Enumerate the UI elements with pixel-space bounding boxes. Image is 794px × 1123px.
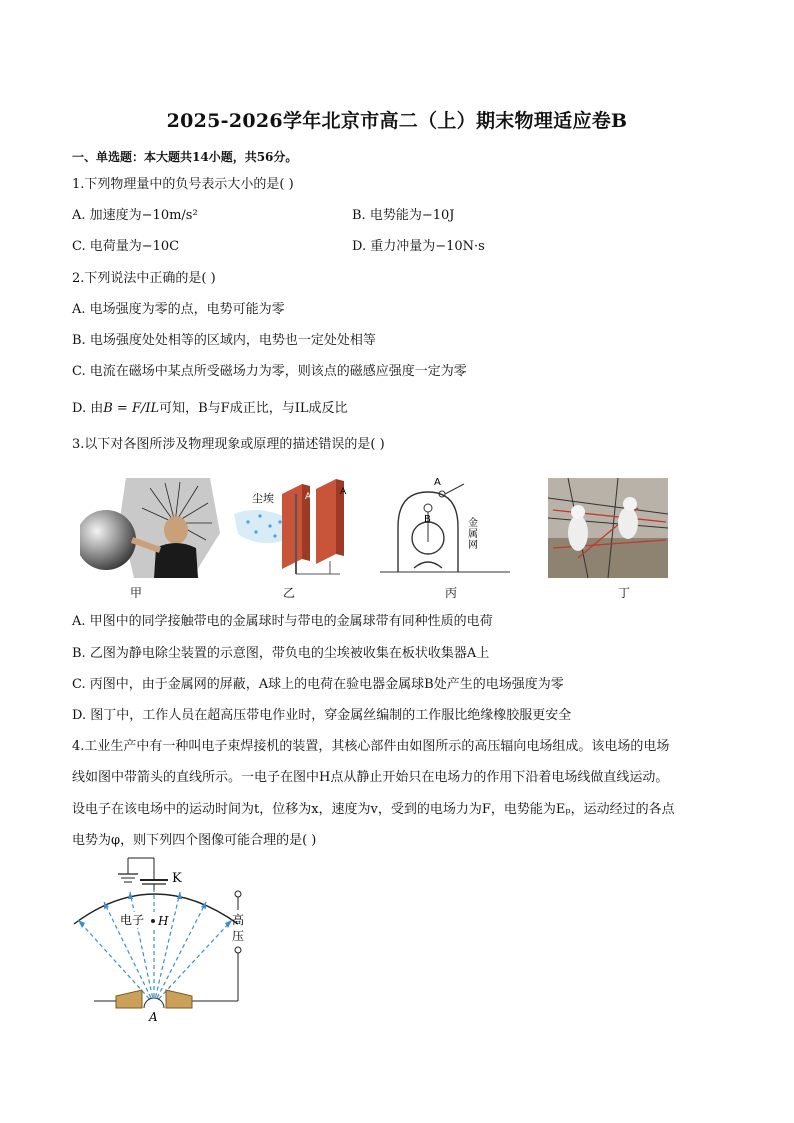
label-high2: 压 — [232, 929, 245, 943]
page-title: 2025-2026学年北京市高二（上）期末物理适应卷B — [166, 110, 628, 132]
q3-stem: 3.以下对各图所涉及物理现象或原理的描述错误的是( ) — [72, 437, 385, 452]
q3-option-d[interactable]: D. 图丁中，工作人员在超高压带电作业时，穿金属丝编制的工作服比绝缘橡胶服更安全 — [72, 708, 572, 723]
figure-ding-photo — [548, 478, 668, 578]
q4-radial-field-diagram — [70, 856, 260, 1024]
q4-stem-line3: 设电子在该电场中的运动时间为t，位移为x，速度为v，受到的电场力为F，电势能为Eₚ，运动经过的各点 — [72, 802, 675, 817]
q1-option-d[interactable]: D. 重力冲量为−10N·s — [352, 239, 485, 254]
q3-figure-row — [78, 478, 718, 606]
label-mesh: 金属网 — [468, 518, 478, 551]
label-b: B — [424, 514, 431, 525]
q3-option-b[interactable]: B. 乙图为静电除尘装置的示意图，带负电的尘埃被收集在板状收集器A上 — [72, 646, 490, 661]
label-a: A — [434, 477, 441, 488]
label-electron: 电子 — [120, 913, 145, 927]
label-dust: 尘埃 — [252, 492, 274, 505]
q1-stem: 1.下列物理量中的负号表示大小的是( ) — [72, 177, 294, 192]
label-h: H — [158, 914, 169, 928]
q2-d-suffix: 可知，B与F成正比，与IL成反比 — [159, 401, 348, 416]
q1-option-c[interactable]: C. 电荷量为−10C — [72, 239, 180, 254]
label-plate-a2: A — [340, 487, 347, 497]
caption-ding: 丁 — [618, 586, 631, 600]
figure-jia-photo — [80, 478, 220, 578]
caption-bing: 丙 — [445, 586, 458, 600]
q2-option-c[interactable]: C. 电流在磁场中某点所受磁场力为零，则该点的磁感应强度一定为零 — [72, 364, 467, 379]
q3-option-c[interactable]: C. 丙图中，由于金属网的屏蔽，A球上的电荷在验电器金属球B处产生的电场强度为零 — [72, 677, 564, 692]
label-plate-a1: A — [305, 492, 312, 502]
q2-option-d[interactable] — [72, 400, 347, 418]
label-anode-a: A — [149, 1010, 158, 1024]
q1-option-b[interactable]: B. 电势能为−10J — [352, 208, 455, 223]
label-k: K — [172, 871, 182, 886]
q2-option-a[interactable]: A. 电场强度为零的点，电势可能为零 — [72, 302, 285, 317]
q2-option-b[interactable]: B. 电场强度处处相等的区域内，电势也一定处处相等 — [72, 333, 376, 348]
q2-stem: 2.下列说法中正确的是( ) — [72, 271, 216, 286]
q2-d-formula: B = F/IL — [103, 401, 160, 416]
caption-yi: 乙 — [283, 586, 296, 600]
q3-option-a[interactable]: A. 甲图中的同学接触带电的金属球时与带电的金属球带有同种性质的电荷 — [72, 614, 493, 629]
q1-option-a[interactable]: A. 加速度为−10m/s² — [72, 208, 198, 223]
q4-stem-line1: 4.工业生产中有一种叫电子束焊接机的装置，其核心部件由如图所示的高压辐向电场组成。该电场的电场 — [72, 739, 670, 754]
q2-d-prefix: D. 由 — [72, 401, 104, 416]
q4-stem-line4: 电势为φ，则下列四个图像可能合理的是( ) — [72, 833, 317, 848]
q4-stem-line2: 线如图中带箭头的直线所示。一电子在图中H点从静止开始只在电场力的作用下沿着电场线做直线运动。 — [72, 770, 669, 785]
label-high1: 高 — [232, 913, 245, 927]
figure-bing-electroscope — [380, 472, 512, 582]
caption-jia: 甲 — [130, 586, 143, 600]
section-heading: 一、单选题：本大题共14小题，共56分。 — [72, 150, 298, 164]
figure-yi-precipitator — [230, 464, 360, 584]
